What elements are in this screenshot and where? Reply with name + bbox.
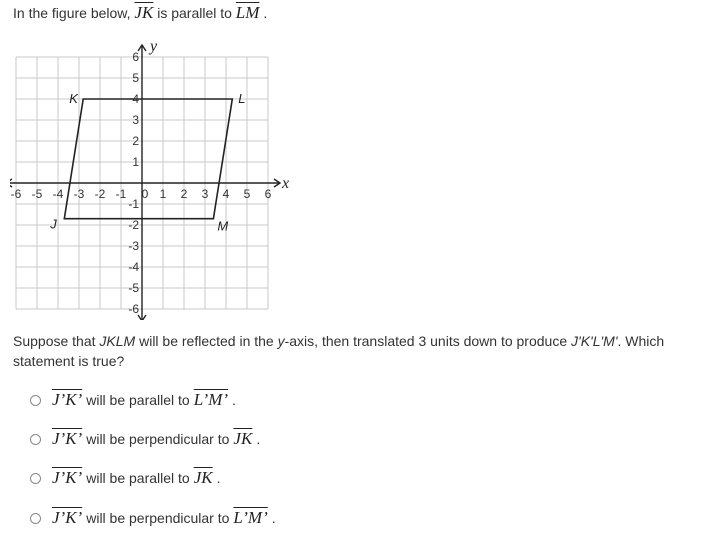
figure-name: JKLM bbox=[99, 333, 136, 349]
x-tick-label: -6 bbox=[10, 187, 22, 201]
choice-end: . bbox=[256, 431, 261, 447]
y-tick-label: -6 bbox=[128, 302, 139, 316]
intro-before: In the figure below, bbox=[13, 5, 131, 21]
question-part: . Which statement is true? bbox=[13, 333, 665, 369]
vertex-label-j: J bbox=[50, 216, 57, 232]
intro-middle: is parallel to bbox=[157, 5, 232, 21]
segment: J’K’ bbox=[52, 468, 83, 487]
question-part: Suppose that bbox=[13, 333, 100, 349]
segment: L’M’ bbox=[193, 390, 229, 409]
x-tick-label: 5 bbox=[243, 187, 251, 201]
choice-relation: will be perpendicular to bbox=[86, 431, 230, 447]
answer-choice-2[interactable] bbox=[30, 426, 260, 452]
choice-end: . bbox=[232, 392, 236, 408]
y-tick-label: -3 bbox=[128, 239, 139, 253]
segment: J’K’ bbox=[52, 508, 83, 527]
x-tick-label: -5 bbox=[31, 187, 43, 201]
y-tick-label: 4 bbox=[132, 92, 139, 106]
choice-end: . bbox=[271, 510, 276, 526]
segment: L’M’ bbox=[233, 508, 268, 527]
y-tick-label: 1 bbox=[132, 155, 139, 169]
segment: $\overline{JK}$ bbox=[193, 468, 213, 487]
answer-choice-1[interactable] bbox=[30, 387, 236, 413]
question-part: -axis, then translated 3 units down to produce bbox=[284, 333, 572, 349]
image-name: J'K'L'M' bbox=[571, 333, 618, 349]
y-tick-label: 5 bbox=[132, 71, 139, 85]
x-tick-label: 0 bbox=[141, 187, 149, 201]
x-tick-label: -3 bbox=[73, 187, 85, 201]
x-tick-label: -2 bbox=[94, 187, 106, 201]
x-axis-label: x bbox=[282, 175, 290, 192]
answer-choice-4[interactable] bbox=[30, 505, 276, 531]
answer-choice-3[interactable] bbox=[30, 465, 221, 491]
segment-lm: $\overline{LM}$ bbox=[235, 3, 260, 22]
choice-relation: will be perpendicular to bbox=[86, 510, 230, 526]
x-tick-label: 3 bbox=[201, 187, 209, 201]
vertex-label-m: M bbox=[217, 218, 229, 234]
x-tick-label: 1 bbox=[159, 187, 167, 201]
y-tick-label: 2 bbox=[132, 134, 139, 148]
vertex-label-k: K bbox=[69, 91, 78, 106]
y-tick-label: -5 bbox=[128, 281, 139, 295]
intro-after: . bbox=[263, 5, 268, 21]
radio-button[interactable] bbox=[30, 513, 41, 524]
axis-name: y bbox=[277, 333, 285, 349]
y-tick-label: -2 bbox=[128, 218, 139, 232]
radio-button[interactable] bbox=[30, 473, 41, 484]
radio-button[interactable] bbox=[30, 395, 41, 406]
y-axis-label: y bbox=[150, 40, 158, 55]
segment: $\overline{JK}$ bbox=[233, 429, 253, 448]
y-tick-label: -4 bbox=[128, 260, 139, 274]
choice-relation: will be parallel to bbox=[86, 470, 190, 486]
radio-button[interactable] bbox=[30, 434, 41, 445]
segment-jk: $\overline{JK}$ bbox=[134, 3, 154, 22]
x-tick-label: -1 bbox=[115, 187, 127, 201]
y-tick-label: 3 bbox=[132, 113, 139, 127]
question-part: will be reflected in the bbox=[135, 333, 278, 349]
question-text bbox=[13, 331, 693, 371]
intro-text bbox=[13, 3, 267, 23]
choice-relation: will be parallel to bbox=[86, 392, 190, 408]
coordinate-graph bbox=[10, 40, 295, 320]
x-tick-label: 2 bbox=[180, 187, 188, 201]
x-tick-label: 4 bbox=[222, 187, 230, 201]
y-tick-label: 6 bbox=[132, 50, 139, 64]
segment: J’K’ bbox=[52, 429, 83, 448]
axes bbox=[10, 45, 280, 320]
segment: J’K’ bbox=[52, 390, 83, 409]
x-tick-label: 6 bbox=[264, 187, 272, 201]
x-tick-label: -4 bbox=[52, 187, 64, 201]
y-tick-label: -1 bbox=[128, 197, 139, 211]
vertex-label-l: L bbox=[238, 91, 246, 106]
choice-end: . bbox=[216, 470, 221, 486]
